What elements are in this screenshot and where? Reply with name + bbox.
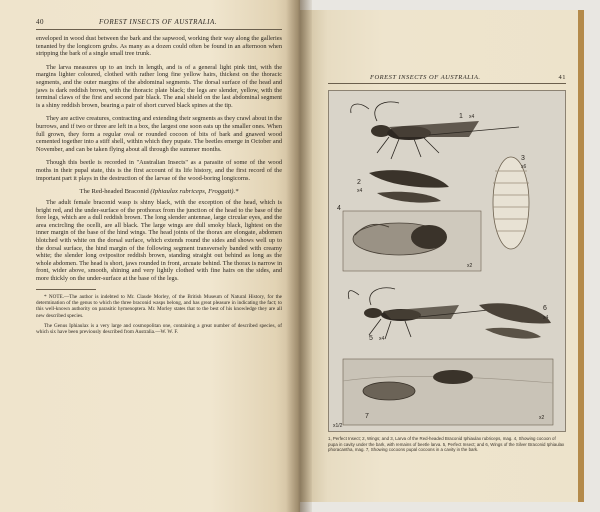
left-running-title: FOREST INSECTS OF AUSTRALIA. [99,18,217,26]
fig4-label: 4 [337,205,341,212]
fig1-label: 1 [459,113,463,120]
fig2-magnification: x4 [357,188,363,194]
fig3-label: 3 [521,155,525,162]
footnote-1: * NOTE.—The author is indebted to Mr. Claude Morley, of the British Museum of Natural History, for the determination of the genus to which the three braconid wasps belong, and has great pleasure in indicating the fact; to this well-known authority on parasitic hymenoptera. Mr. Morley states that to the best of his knowledge they are all new described species. [36,293,282,319]
footnote-2: The Genus Iphiaulax is a very large and cosmopolitan one, containing a great number of described species, of which six have been previously described from Australia.—W. W. F. [36,322,282,336]
right-page [300,10,584,502]
plate-corner-mark: x1/2 [333,423,343,429]
right-head-rule [328,83,566,84]
right-running-head [370,74,566,81]
left-paragraph-1: enveloped in wood dust between the bark and the sapwood, working their way along the galleries tenanted by the longicorn grubs. As many as a dozen could often be found in an afternoon when stripping the bark of a single small tree trunk. [36,35,282,58]
fig1-perfect-insect [351,102,519,159]
plate-caption: 1, Perfect Insect; 2, Wings; and 3, Larva of the Red-headed Braconid Iphiaulax rubriceps, mag. 4, Showing cocoon of pupa in cavity under the bark, with remains of beetle larva. 5, Perfect Insect; and 6, Wings of the Silver Braconid Iphiaulax phoracantha, mag. 7, Showing cocoons pupal cocoons in a cavity in the bark. [328,436,565,453]
fig6-magnification: x4 [543,315,549,321]
left-paragraph-3: They are active creatures, contracting and extending their segments as they crawl about in the burrows, and if two or three are left in a box, the largest one soon eats up the smaller ones. When full grown, they form a regular oval or rounded cocoon of bits of bark and gnawed wood cemented together into a stiff shell, within which they pupate. The beetles emerge in October and November, and can be taken flying about all through the summer months. [36,115,282,153]
left-paragraph-4: Though this beetle is recorded in "Australian Insects" as a parasite of some of the wood moths in their pupal state, this is the first account of its life history, and the first record of the important part it plays in the destruction of the larvae of the wood-boring longicorns. [36,159,282,182]
left-head-rule [36,29,282,30]
left-running-head [36,18,282,26]
fig6-wings [479,303,551,338]
right-page-number: 41 [558,74,566,81]
fig3-magnification: x6 [521,164,527,170]
fig6-label: 6 [543,305,547,312]
braconid-paragraph: The adult female braconid wasp is shiny black, with the exception of the head, which is bright red, and the under-surface of the prothorax from the junction of the head to the base of the fore legs, which are a dull reddish brown. The long slender antennae, large circular eyes, and the area encircling the ocelli, are all black. The large wings are dull smoky black, lightest on the inner margin of the base of the hind wings. The head joints of the thorax are elongate, abdomen blotched with white on the dorsal surface, which extends round the sides and shows well up to the dorsal surface, the hind margin of the following segment transversely banded with creamy white; the slender long ovipositor reddish brown, standing straight out behind as long as the whole abdomen. The head is short, jaws rounded in front, arcuate behind. The thorax is narrow in front, wider above, smooth, shining and very lightly clothed with fine hairs on the sides, and more thickly on the under-surface at the base of the legs. [36,199,282,283]
left-page-number: 40 [36,18,44,26]
book-gutter [286,0,312,512]
fig2-label: 2 [357,179,361,186]
footnote-rule [36,289,96,290]
braconid-subheading [36,188,282,195]
fig4-cocoon-in-bark [343,211,481,271]
fig7-label: 7 [365,413,369,420]
fig4-magnification: x2 [467,263,473,269]
fig2-wings [369,170,449,202]
left-paragraph-2: The larva measures up to an inch in length, and is of a general light pink tint, with the margins lighter coloured, clothed with rather long fine yellow hairs, thickest on the thoracic segments, and the outer margins of the abdominal segments. The dorsal surface of the head and jaws is dark reddish brown, with the thoracic plate black; the legs are slender, yellow, with the terminal claws of the first and second pair black. The anal shield on the last abdominal segment is a shiny reddish brown, bearing a pair of short curved black spines at the tip. [36,63,282,109]
insect-plate [328,90,566,432]
fig1-magnification: x4 [469,114,475,120]
fig3-larva [493,157,529,249]
fig7-magnification: x2 [539,415,545,421]
fig5-perfect-insect [348,288,499,339]
left-page-text-block [36,18,282,339]
right-running-title: FOREST INSECTS OF AUSTRALIA. [370,74,481,81]
fig5-magnification: x4 [379,336,385,342]
fig7-cocoons [343,359,553,425]
subheading-title: The Red-headed Braconid [79,188,149,196]
fig5-label: 5 [369,335,373,342]
subheading-species: (Iphiaulax rubriceps, Froggatt).* [150,188,239,196]
plate-illustration [329,91,567,433]
